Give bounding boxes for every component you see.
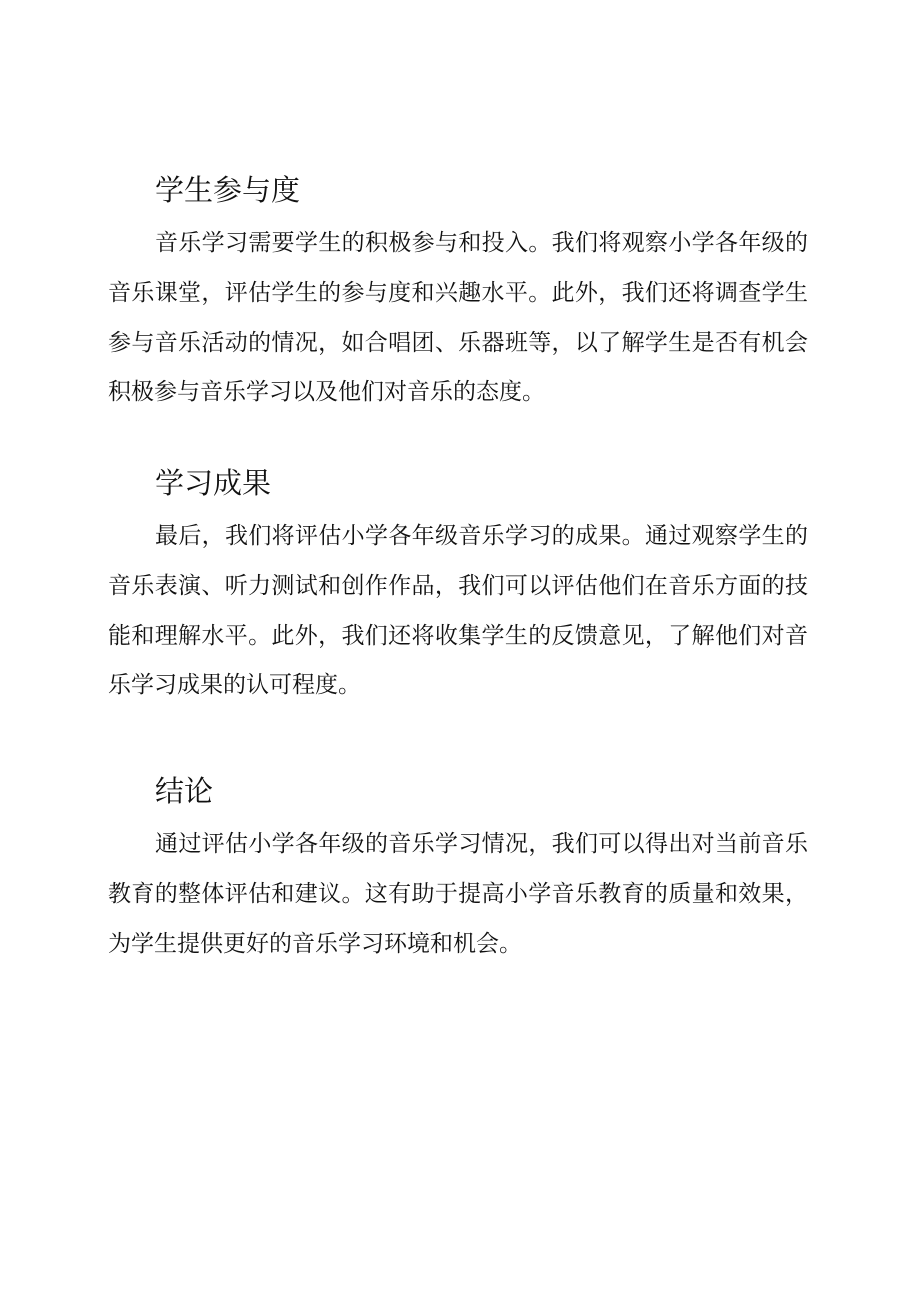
section-heading: 学生参与度 — [155, 173, 301, 207]
section-heading: 结论 — [155, 774, 214, 808]
section-paragraph: 通过评估小学各年级的音乐学习情况，我们可以得出对当前音乐教育的整体评估和建议。这有助于提高小学音乐教育的质量和效果，为学生提供更好的音乐学习环境和机会。 — [108, 831, 808, 957]
section-paragraph: 音乐学习需要学生的积极参与和投入。我们将观察小学各年级的音乐课堂，评估学生的参与度和兴趣水平。此外，我们还将调查学生参与音乐活动的情况，如合唱团、乐器班等，以了解学生是否有机会积极参与音乐学习以及他们对音乐的态度。 — [108, 230, 808, 406]
section-learning-outcomes — [108, 461, 808, 711]
section-conclusion — [108, 769, 808, 969]
section-heading: 学习成果 — [155, 466, 272, 500]
section-student-participation — [108, 168, 808, 418]
section-paragraph: 最后，我们将评估小学各年级音乐学习的成果。通过观察学生的音乐表演、听力测试和创作作品，我们可以评估他们在音乐方面的技能和理解水平。此外，我们还将收集学生的反馈意见，了解他们对音乐学习成果的认可程度。 — [108, 523, 808, 699]
